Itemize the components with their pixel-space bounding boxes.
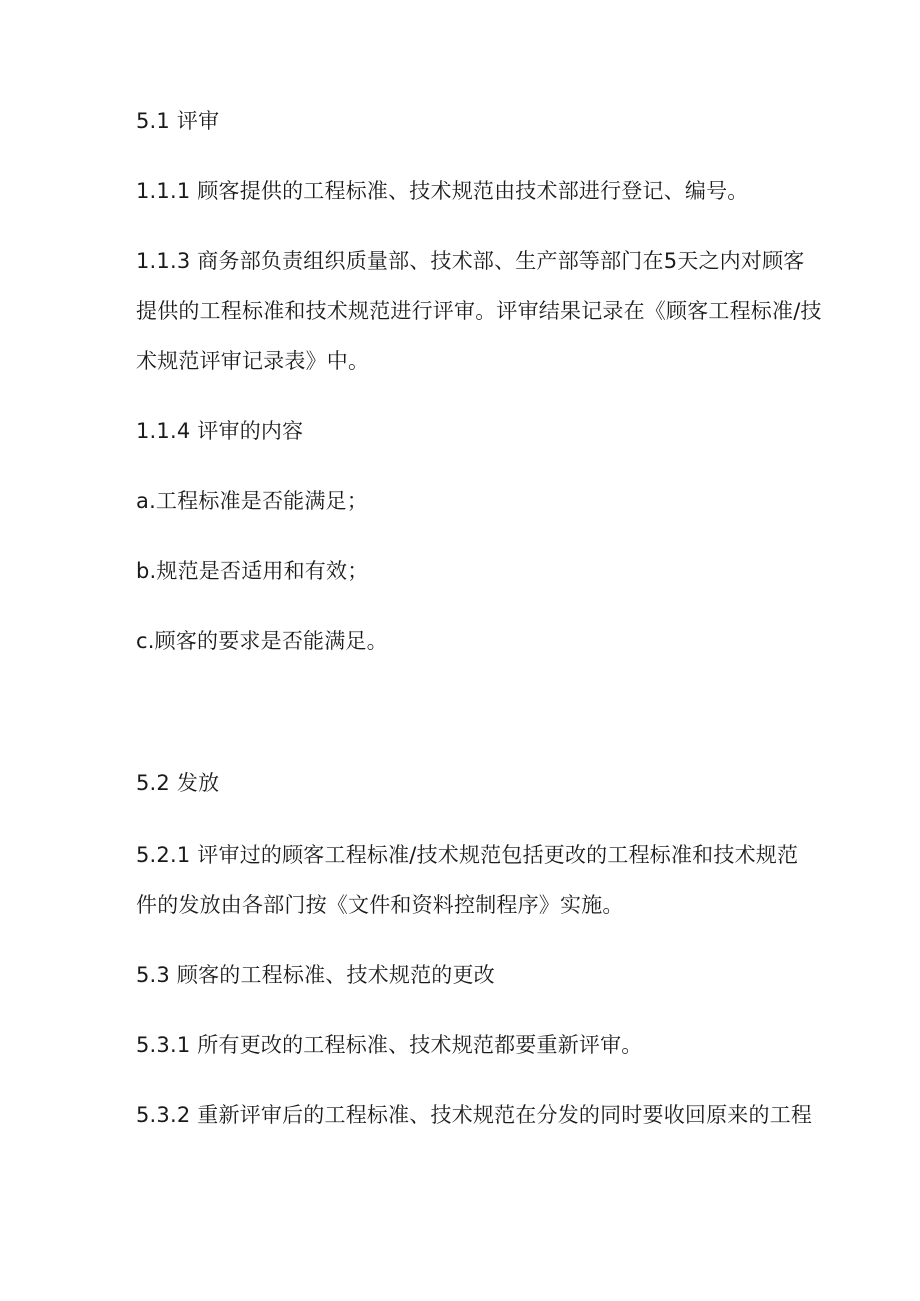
list-item-c: c.顾客的要求是否能满足。 bbox=[136, 629, 388, 653]
section-5-1-heading: 5.1 评审 bbox=[136, 109, 220, 133]
clause-5-3-2-line-1: 5.3.2 重新评审后的工程标准、技术规范在分发的同时要收回原来的工程 bbox=[136, 1103, 813, 1127]
section-5-2-heading: 5.2 发放 bbox=[136, 771, 220, 795]
clause-5-3-1: 5.3.1 所有更改的工程标准、技术规范都要重新评审。 bbox=[136, 1033, 643, 1057]
section-5-3-heading: 5.3 顾客的工程标准、技术规范的更改 bbox=[136, 963, 495, 987]
clause-1-1-3-line-1: 1.1.3 商务部负责组织质量部、技术部、生产部等部门在5天之内对顾客 bbox=[136, 249, 805, 273]
list-item-a: a.工程标准是否能满足； bbox=[136, 489, 368, 513]
clause-5-2-1-line-1: 5.2.1 评审过的顾客工程标准/技术规范包括更改的工程标准和技术规范 bbox=[136, 843, 799, 867]
clause-1-1-1: 1.1.1 顾客提供的工程标准、技术规范由技术部进行登记、编号。 bbox=[136, 179, 749, 203]
clause-1-1-3-line-3: 术规范评审记录表》中。 bbox=[136, 349, 370, 373]
clause-5-2-1-line-2: 件的发放由各部门按《文件和资料控制程序》实施。 bbox=[136, 893, 624, 917]
clause-1-1-3-line-2: 提供的工程标准和技术规范进行评审。评审结果记录在《顾客工程标准/技 bbox=[136, 299, 822, 323]
list-item-b: b.规范是否适用和有效； bbox=[136, 559, 369, 583]
clause-1-1-4-heading: 1.1.4 评审的内容 bbox=[136, 419, 304, 443]
